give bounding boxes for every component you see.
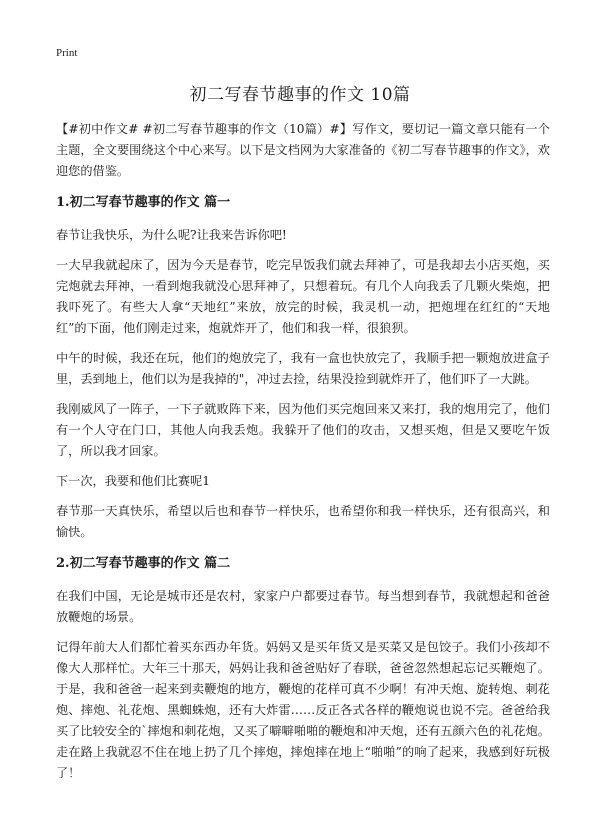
body-paragraph: 在我们中国，无论是城市还是农村，家家户户都要过春节。每当想到春节，我就想起和爸爸放鞭炮的场景。 — [56, 589, 550, 624]
body-paragraph: 中午的时候，我还在玩，他们的炮放完了，我有一盒也快放完了，我顺手把一颗炮放进盒子里，丢到地上，他们以为是我掉的"，冲过去捡，结果没捡到就炸开了，他们吓了一大跳。 — [56, 351, 550, 386]
document-title: 初二写春节趣事的作文 10篇 — [189, 85, 411, 105]
body-paragraph: 我刚威风了一阵子，一下子就败阵下来，因为他们买完炮回来又来打，我的炮用完了，他们有一个人守在门口，其他人向我丢炮。我躲开了他们的攻击，又想买炮，但是又要吃午饭了，所以我才回家。 — [56, 402, 550, 458]
body-paragraph: 一大早我就起床了，因为今天是春节，吃完早饭我们就去拜神了，可是我却去小店买炮，买完炮就去拜神，一看到炮我就没心思拜神了，只想着玩。有几个人向我丢了几颗火柴炮，把我吓死了。有些大人拿“天地红”来放，放完的时候，我灵机一动，把炮埋在红红的“天地红”的下面，他们刚走过来，炮就炸开了，他们和我一样，很狼狈。 — [56, 258, 550, 335]
body-paragraph: 记得年前大人们都忙着买东西办年货。妈妈又是买年货又是买菜又是包饺子。我们小孩却不像大人那样忙。大年三十那天，妈妈让我和爸爸贴好了春联，爸爸忽然想起忘记买鞭炮了。于是，我和爸爸一起来到卖鞭炮的地方，鞭炮的花样可真不少啊！有冲天炮、旋转炮、刺花炮、摔炮、礼花炮、黑蜘蛛炮，还有大炸雷……反正各式各样的鞭炮说也说不完。爸爸给我买了比较安全的`摔炮和刺花炮，又买了噼噼啪啪的鞭炮和冲天炮，还有五颜六色的礼花炮。走在路上我就忍不住在地上扔了几个摔炮，摔炮摔在地上“啪啪”的响了起来，我感到好玩极了！ — [56, 640, 550, 780]
body-paragraph: 下一次，我要和他们比赛呢1 — [56, 474, 211, 488]
document-body — [56, 119, 550, 793]
intro-paragraph: 【#初中作文# #初二写春节趣事的作文（10篇）#】写作文，要切记一篇文章只能有一个主题，全文要围绕这个中心来写。以下是文档网为大家准备的《初二写春节趣事的作文》，欢迎您的借鉴。 — [56, 122, 550, 178]
print-label: Print — [56, 47, 78, 59]
section-heading-1: 1.初二写春节趣事的作文 篇一 — [56, 195, 231, 210]
body-paragraph: 春节让我快乐，为什么呢?让我来告诉你吧! — [56, 228, 287, 242]
section-heading-2: 2.初二写春节趣事的作文 篇二 — [56, 556, 231, 571]
body-paragraph: 春节那一天真快乐，希望以后也和春节一样快乐，也希望你和我一样快乐，还有很高兴，和愉快。 — [56, 504, 550, 539]
